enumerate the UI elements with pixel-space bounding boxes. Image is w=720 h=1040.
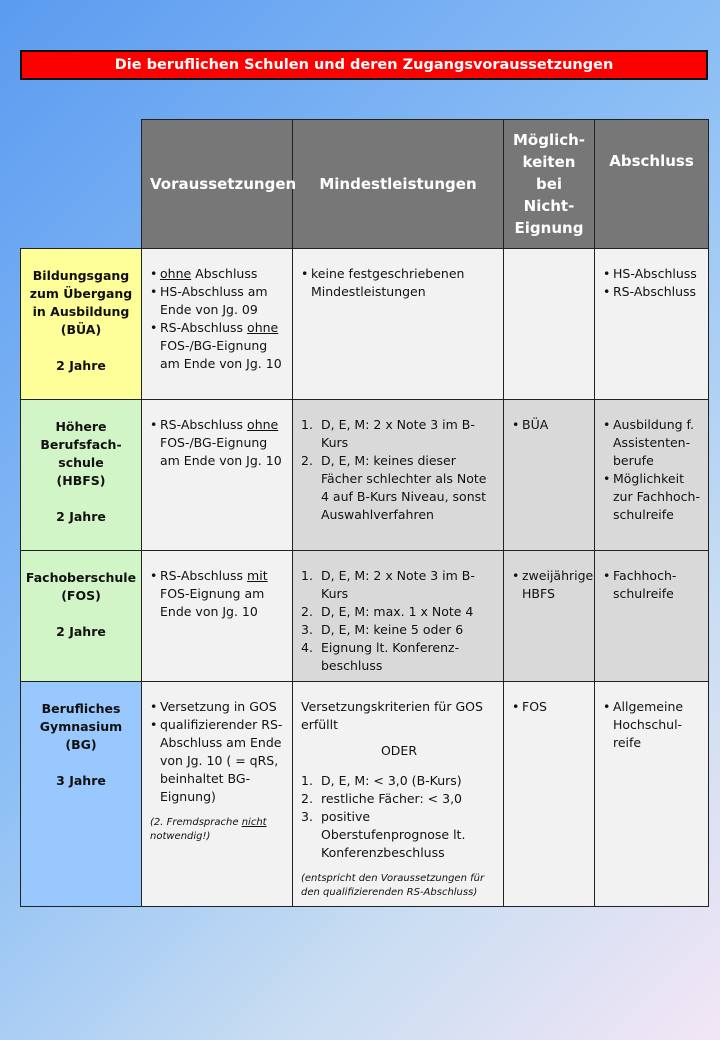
list-item: • HS-Abschluss bbox=[603, 265, 702, 283]
school-name-line: Fachoberschule bbox=[25, 570, 137, 585]
list-item: • Ausbildung f. Assistenten-berufe bbox=[603, 416, 702, 470]
school-duration: 2 Jahre bbox=[56, 509, 106, 524]
list-item: 2. D, E, M: keines dieser Fächer schlechter als Note 4 auf B-Kurs Niveau, sonst Auswahlverfahren bbox=[301, 453, 487, 522]
list-item: 1. D, E, M: < 3,0 (B-Kurs) bbox=[301, 773, 462, 788]
header-moeglichkeiten-line: Nicht- bbox=[523, 197, 575, 215]
list-item: • zweijährige HBFS bbox=[512, 567, 588, 603]
header-voraussetzungen: Voraussetzungen bbox=[142, 120, 293, 249]
header-moeglichkeiten-line: keiten bbox=[522, 153, 576, 171]
criteria-intro: Versetzungskriterien für GOS erfüllt bbox=[301, 699, 483, 732]
list-item: 2. restliche Fächer: < 3,0 bbox=[301, 791, 462, 806]
school-name-line: Höhere bbox=[55, 419, 107, 434]
school-name-line: Berufliches bbox=[41, 701, 121, 716]
header-moeglichkeiten-line: Eignung bbox=[514, 219, 584, 237]
header-abschluss: Abschluss bbox=[595, 120, 709, 249]
list-item: 4. Eignung lt. Konferenz-beschluss bbox=[301, 640, 460, 673]
school-name-line: zum Übergang bbox=[29, 286, 133, 301]
school-name-line: (FOS) bbox=[61, 588, 101, 603]
table-row bbox=[21, 249, 709, 400]
voraussetzungen-cell bbox=[142, 682, 293, 907]
abschluss-cell bbox=[595, 682, 709, 907]
school-name-line: (BG) bbox=[65, 737, 97, 752]
list-item: • Allgemeine Hochschul-reife bbox=[603, 698, 702, 752]
school-name-line: schule bbox=[58, 455, 104, 470]
school-name-line: Gymnasium bbox=[39, 719, 123, 734]
table-row bbox=[21, 400, 709, 551]
list-item: 1. D, E, M: 2 x Note 3 im B-Kurs bbox=[301, 417, 475, 450]
list-item: • ohne Abschluss bbox=[150, 265, 286, 283]
school-name-line: (BÜA) bbox=[60, 322, 102, 337]
voraussetzungen-cell bbox=[142, 249, 293, 400]
voraussetzungen-cell bbox=[142, 400, 293, 551]
school-label-fos bbox=[21, 551, 142, 682]
list-item: • Möglichkeit zur Fachhoch-schulreife bbox=[603, 470, 702, 524]
school-duration: 3 Jahre bbox=[56, 773, 106, 788]
footnote: (entspricht den Voraussetzungen für den qualifizierenden RS-Abschluss) bbox=[301, 873, 485, 898]
header-row bbox=[21, 120, 709, 249]
school-duration: 2 Jahre bbox=[56, 624, 106, 639]
schools-table bbox=[20, 119, 709, 907]
mindestleistungen-cell bbox=[293, 682, 504, 907]
abschluss-cell bbox=[595, 400, 709, 551]
list-item: • Fachhoch-schulreife bbox=[603, 567, 702, 603]
list-item: • RS-Abschluss mit FOS-Eignung am Ende von Jg. 10 bbox=[150, 567, 286, 621]
mindestleistungen-cell bbox=[293, 400, 504, 551]
table-row bbox=[21, 682, 709, 907]
mindestleistungen-cell bbox=[293, 249, 504, 400]
moeglichkeiten-cell bbox=[504, 551, 595, 682]
list-item: 3. D, E, M: keine 5 oder 6 bbox=[301, 622, 464, 637]
list-item: 3. positive Oberstufenprognose lt. Konferenzbeschluss bbox=[301, 809, 466, 860]
school-label-hbfs bbox=[21, 400, 142, 551]
moeglichkeiten-cell bbox=[504, 249, 595, 400]
list-item: • qualifizierender RS-Abschluss am Ende von Jg. 10 ( = qRS, beinhaltet BG-Eignung) bbox=[150, 716, 286, 806]
header-empty-cell bbox=[21, 120, 142, 249]
page-title: Die beruflichen Schulen und deren Zugangsvoraussetzungen bbox=[20, 50, 708, 80]
list-item: • Versetzung in GOS bbox=[150, 698, 286, 716]
list-item: • FOS bbox=[512, 698, 588, 716]
header-moeglichkeiten bbox=[504, 120, 595, 249]
school-duration: 2 Jahre bbox=[56, 358, 106, 373]
voraussetzungen-cell bbox=[142, 551, 293, 682]
header-mindestleistungen: Mindestleistungen bbox=[293, 120, 504, 249]
list-item: • RS-Abschluss bbox=[603, 283, 702, 301]
school-name-line: Berufsfach- bbox=[40, 437, 122, 452]
school-name-line: Bildungsgang bbox=[32, 268, 130, 283]
or-separator: ODER bbox=[380, 743, 418, 758]
school-name-line: (HBFS) bbox=[56, 473, 106, 488]
moeglichkeiten-cell bbox=[504, 682, 595, 907]
footnote: (2. Fremdsprache nicht notwendig!) bbox=[150, 817, 267, 842]
table-row bbox=[21, 551, 709, 682]
abschluss-cell bbox=[595, 551, 709, 682]
list-item: • keine festgeschriebenen Mindestleistungen bbox=[301, 265, 497, 301]
header-moeglichkeiten-line: Möglich- bbox=[512, 131, 586, 149]
school-label-bua bbox=[21, 249, 142, 400]
school-name-line: in Ausbildung bbox=[32, 304, 130, 319]
moeglichkeiten-cell bbox=[504, 400, 595, 551]
abschluss-cell bbox=[595, 249, 709, 400]
list-item: • RS-Abschluss ohne FOS-/BG-Eignung am Ende von Jg. 10 bbox=[150, 319, 286, 373]
list-item: 1. D, E, M: 2 x Note 3 im B-Kurs bbox=[301, 568, 475, 601]
list-item: • HS-Abschluss am Ende von Jg. 09 bbox=[150, 283, 286, 319]
header-moeglichkeiten-line: bei bbox=[535, 175, 563, 193]
school-label-bg bbox=[21, 682, 142, 907]
list-item: • RS-Abschluss ohne FOS-/BG-Eignung am Ende von Jg. 10 bbox=[150, 416, 286, 470]
mindestleistungen-cell bbox=[293, 551, 504, 682]
list-item: • BÜA bbox=[512, 416, 588, 434]
list-item: 2. D, E, M: max. 1 x Note 4 bbox=[301, 604, 474, 619]
